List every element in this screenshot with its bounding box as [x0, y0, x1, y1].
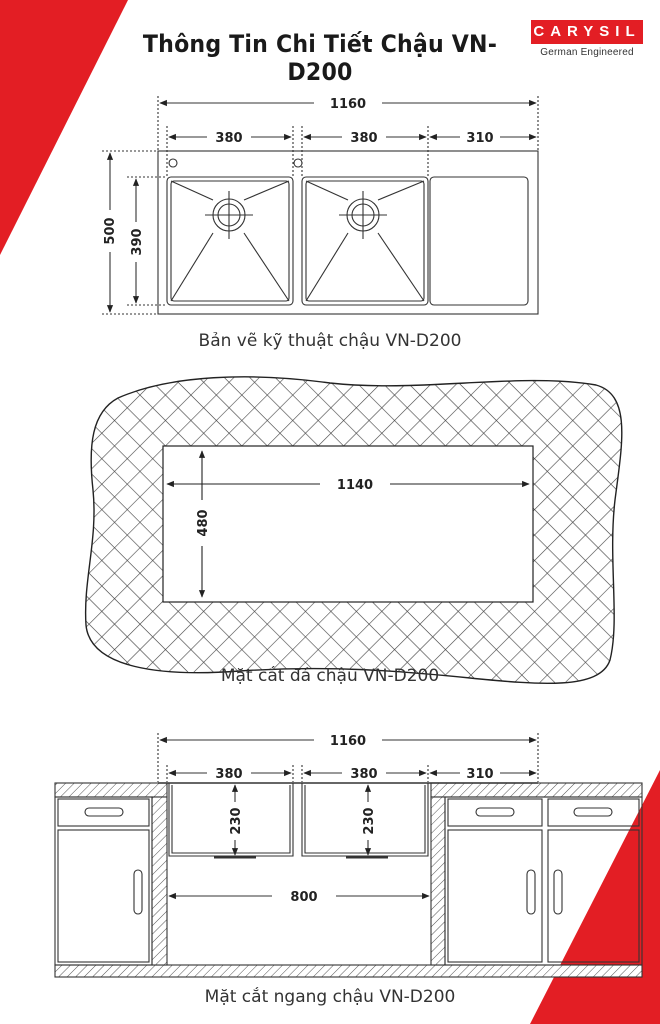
sink-cutout [163, 446, 533, 602]
dim-top-drainboard-width: 310 [466, 131, 494, 146]
dim-top-overall-depth: 500 [103, 217, 118, 245]
dim-cutout-width: 1140 [336, 478, 374, 493]
dim-top-bowl-depth: 390 [130, 228, 145, 256]
dim-top-bowl-right-width: 380 [350, 131, 378, 146]
dim-section-bowl-right-width: 380 [350, 767, 378, 782]
dim-section-bowl-left-depth: 230 [229, 807, 244, 835]
brand-logo-tagline: German Engineered [540, 47, 634, 58]
dim-section-bowl-right-depth: 230 [362, 807, 377, 835]
red-corner-top-left [0, 0, 128, 255]
dim-section-bowl-left-width: 380 [215, 767, 243, 782]
brand-logo [531, 20, 643, 58]
top-view-caption: Bản vẽ kỹ thuật chậu VN-D200 [198, 331, 462, 351]
dim-top-bowl-left-width: 380 [215, 131, 243, 146]
page-title: Thông Tin Chi Tiết Chậu VN-D200 [142, 30, 498, 86]
dim-section-cabinet-gap: 800 [290, 890, 318, 905]
cutout-view-caption: Mặt cắt đá chậu VN-D200 [220, 666, 440, 686]
brand-logo-name: CARYSIL [531, 20, 643, 44]
dim-section-drainboard-width: 310 [466, 767, 494, 782]
dim-top-overall-width: 1160 [329, 97, 367, 112]
top-view-drawing [102, 96, 538, 314]
section-view-caption: Mặt cắt ngang chậu VN-D200 [204, 987, 456, 1007]
dim-section-overall-width: 1160 [329, 734, 367, 749]
section-view-drawing [55, 733, 642, 977]
dim-cutout-depth: 480 [196, 509, 211, 537]
sink-outline [158, 151, 538, 314]
